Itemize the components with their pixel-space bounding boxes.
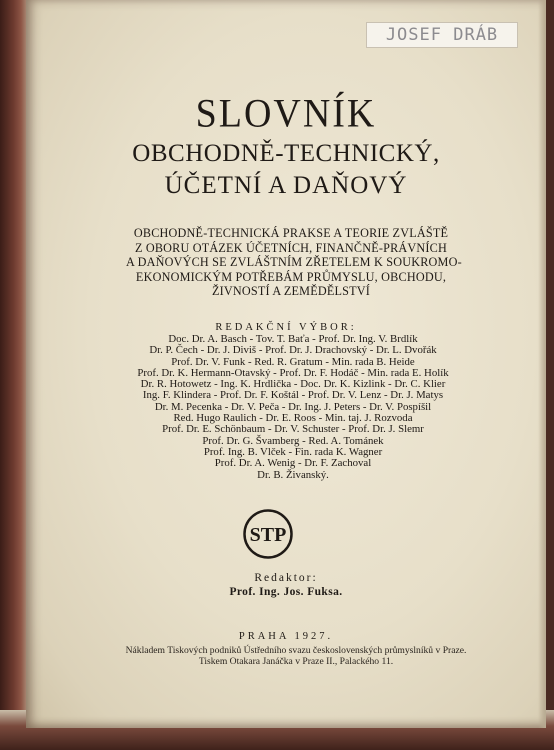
committee-line: Prof. Dr. G. Švamberg - Red. A. Tománek xyxy=(202,434,384,447)
committee-line: Prof. Ing. B. Vlček - Fin. rada K. Wagner xyxy=(203,445,383,458)
committee-heading: REDAKČNÍ VÝBOR: xyxy=(215,322,357,333)
description-line: A DAŇOVÝCH SE ZVLÁŠTNÍM ZŘETELEM K SOUKROMO- xyxy=(126,255,462,270)
committee-line: Prof. Dr. V. Funk - Red. R. Gratum - Min. rada B. Heide xyxy=(171,355,415,368)
book-subtitle-line-1: OBCHODNĚ-TECHNICKÝ, xyxy=(132,140,440,167)
description-line: ŽIVNOSTÍ A ZEMĚDĚLSTVÍ xyxy=(211,284,371,299)
committee-line: Dr. B. Živanský. xyxy=(257,468,329,481)
committee-line: Dr. M. Pecenka - Dr. V. Peča - Dr. Ing. J. Peters - Dr. V. Pospíšil xyxy=(154,400,432,413)
committee-line: Prof. Dr. A. Wenig - Dr. F. Zachoval xyxy=(214,457,372,470)
book-title: SLOVNÍK xyxy=(195,91,377,137)
description-line: EKONOMICKÝM POTŘEBÁM PRŮMYSLU, OBCHODU, xyxy=(135,269,447,284)
title-page xyxy=(26,0,546,728)
owner-stamp: JOSEF DRÁB xyxy=(366,22,518,48)
publisher-line: Tiskem Otakara Janáčka v Praze II., Palackého 11. xyxy=(198,656,394,667)
editor-name: Prof. Ing. Jos. Fuksa. xyxy=(229,586,343,598)
committee-line: Dr. P. Čech - Dr. J. Diviš - Prof. Dr. J. Drachovský - Dr. L. Dvořák xyxy=(149,344,437,357)
publisher-info xyxy=(86,645,506,667)
editor-heading: Redaktor: xyxy=(254,572,318,584)
committee-line: Dr. R. Hotowetz - Ing. K. Hrdlička - Doc. Dr. K. Kizlink - Dr. C. Klier xyxy=(140,378,446,391)
publisher-logo-icon xyxy=(242,508,294,560)
committee-line: Ing. F. Klindera - Prof. Dr. F. Koštál - Prof. Dr. V. Lenz - Dr. J. Matys xyxy=(142,389,444,402)
committee-line: Red. Hugo Raulich - Dr. E. Roos - Min. taj. J. Rozvoda xyxy=(173,412,413,425)
book-description xyxy=(126,226,462,299)
committee-line: Doc. Dr. A. Basch - Tov. T. Baťa - Prof. Dr. Ing. V. Brdlík xyxy=(168,333,418,345)
committee-list xyxy=(88,334,498,481)
publisher-line: Nákladem Tiskových podniků Ústředního svazu československých průmyslníků v Praze. xyxy=(125,645,467,656)
place-and-year: PRAHA 1927. xyxy=(238,631,334,642)
description-line: OBCHODNĚ-TECHNICKÁ PRAKSE A TEORIE ZVLÁŠTĚ xyxy=(133,226,449,240)
committee-line: Prof. Dr. E. Schönbaum - Dr. V. Schuster - Prof. Dr. J. Slemr xyxy=(162,423,424,436)
book-subtitle-line-2: ÚČETNÍ A DAŇOVÝ xyxy=(164,172,408,199)
committee-line: Prof. Dr. K. Hermann-Otavský - Prof. Dr. F. Hodáč - Min. rada E. Holík xyxy=(137,366,449,379)
description-line: Z OBORU OTÁZEK ÚČETNÍCH, FINANČNĚ-PRÁVNÍCH xyxy=(134,240,448,255)
logo-text: STP xyxy=(249,524,287,546)
